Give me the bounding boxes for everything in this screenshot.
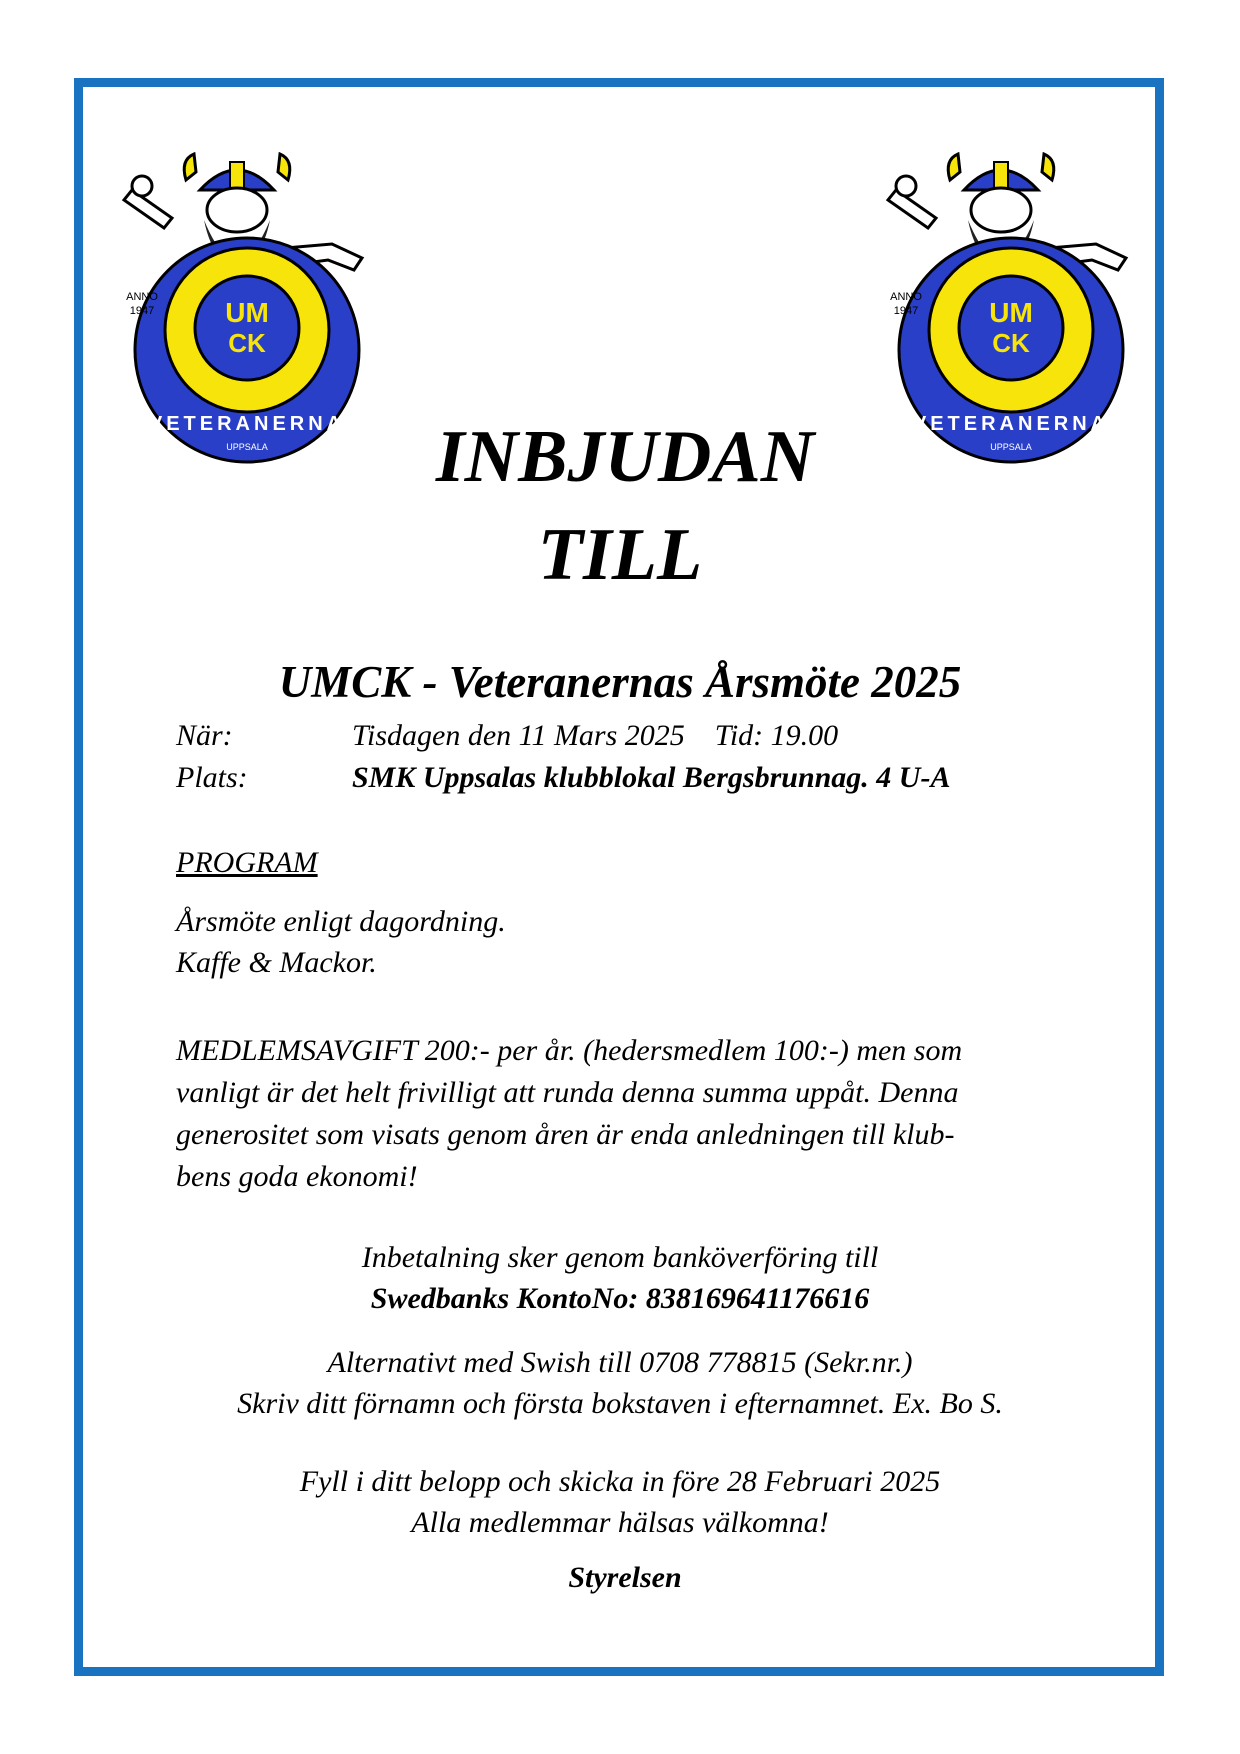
logo-year: 1947	[129, 305, 155, 317]
logo-letters-bottom: CK	[228, 328, 266, 358]
swish-info: Alternativt med Swish till 0708 778815 (Sekr.nr.)	[327, 1346, 913, 1379]
welcome: Alla medlemmar hälsas välkomna!	[411, 1506, 829, 1539]
logo-anno: ANNO	[890, 291, 922, 303]
logo-ring-text: VETERANERNA	[148, 413, 346, 435]
name-hint: Skriv ditt förnamn och första bokstaven i efternamnet. Ex. Bo S.	[237, 1387, 1003, 1420]
fee-line: generositet som visats genom åren är enda anledningen till klub-	[176, 1118, 955, 1151]
logo-letters-top: UM	[989, 297, 1033, 328]
payment-intro: Inbetalning sker genom banköverföring till	[361, 1241, 879, 1274]
logo-year: 1947	[893, 305, 919, 317]
when-value: Tisdagen den 11 Mars 2025	[352, 719, 685, 752]
program-heading: PROGRAM	[176, 846, 318, 879]
title-line-1: INBJUDAN	[435, 416, 815, 498]
time-value: Tid: 19.00	[714, 719, 839, 752]
logo-letters-top: UM	[225, 297, 269, 328]
deadline: Fyll i ditt belopp och skicka in före 28 Februari 2025	[299, 1465, 941, 1498]
logo-city: UPPSALA	[990, 442, 1032, 452]
where-row	[176, 760, 950, 796]
when-label: När:	[176, 719, 233, 752]
fee-line: MEDLEMSAVGIFT 200:- per år. (hedersmedlem 100:-) men som	[176, 1034, 963, 1067]
fee-line: bens goda ekonomi!	[176, 1160, 418, 1193]
bank-account: Swedbanks KontoNo: 838169641176616	[370, 1282, 870, 1315]
fee-line: vanligt är det helt frivilligt att runda denna summa uppåt. Denna	[176, 1076, 959, 1109]
logo-anno: ANNO	[126, 291, 158, 303]
title-line-2: TILL	[537, 514, 703, 596]
signature: Styrelsen	[568, 1561, 682, 1594]
fee-paragraph	[176, 1030, 1066, 1198]
logo-city: UPPSALA	[226, 442, 268, 452]
program-item: Årsmöte enligt dagordning.	[176, 905, 506, 938]
logo-letters-bottom: CK	[992, 328, 1030, 358]
where-label: Plats:	[176, 761, 248, 794]
when-row	[176, 718, 838, 754]
logo-ring-text: VETERANERNA	[912, 413, 1110, 435]
where-value: SMK Uppsalas klubblokal Bergsbrunnag. 4 U-A	[352, 761, 951, 794]
event-title: UMCK - Veteranernas Årsmöte 2025	[278, 657, 962, 707]
program-item: Kaffe & Mackor.	[176, 946, 377, 979]
